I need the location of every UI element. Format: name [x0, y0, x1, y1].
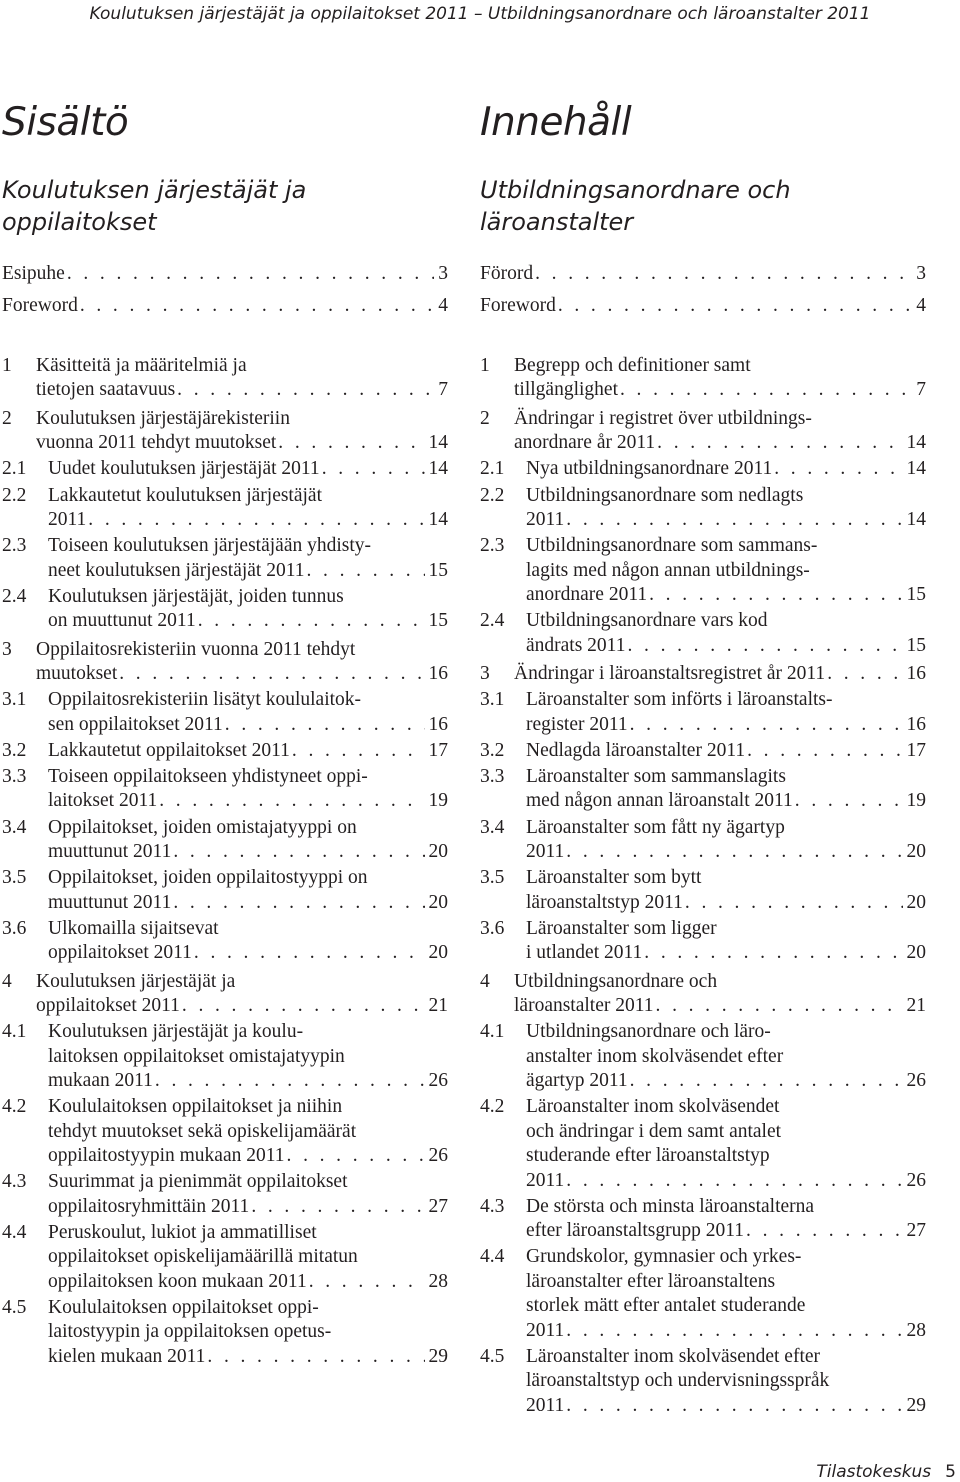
section-number: 3.5 [480, 867, 505, 889]
dot-leader [196, 609, 425, 633]
dot-leader [171, 891, 424, 915]
section-number: 3.4 [2, 816, 27, 838]
entry-text: Nya utbildningsanordnare 2011 [526, 458, 773, 480]
entry-text: Koulutuksen järjestäjät ja koulu- [48, 1021, 304, 1043]
dot-leader [793, 789, 903, 813]
entry-text: Utbildningsanordnare och läro- [526, 1021, 771, 1043]
entry-text: laitoksen oppilaitokset omistajatyypin [48, 1045, 345, 1067]
entry-text: efter läroanstaltsgrupp 2011 [526, 1220, 745, 1242]
entry-text: storlek mätt efter antalet studerande [526, 1295, 806, 1317]
toc-section[interactable] [2, 765, 448, 814]
entry-text: Läroanstalter inom skolväsendet efter [526, 1345, 821, 1367]
entry-label: Foreword [2, 295, 78, 317]
entry-text: Koulutuksen järjestäjät ja [36, 970, 236, 992]
entry-text: sen oppilaitokset 2011 [48, 713, 223, 735]
section-number: 2.1 [480, 458, 505, 480]
section-number: 4.3 [2, 1171, 27, 1193]
entry-text: 2011 [526, 1394, 565, 1416]
entry-text: Nedlagda läroanstalter 2011 [526, 739, 746, 761]
section-number: 1 [2, 355, 12, 376]
page-number: 28 [428, 1270, 448, 1292]
page-number: 19 [906, 790, 926, 812]
section-number: 3.1 [2, 689, 27, 711]
section-number: 4.5 [2, 1296, 27, 1318]
toc-column-swedish [480, 98, 926, 1420]
page-number: 29 [906, 1394, 926, 1416]
page-number: 16 [906, 663, 926, 685]
section-number: 4.3 [480, 1195, 505, 1217]
entry-text: anstalter inom skolväsendet efter [526, 1045, 784, 1067]
toc-section[interactable] [2, 484, 448, 533]
toc-column-finnish [2, 98, 448, 1371]
page-number: 15 [906, 634, 926, 656]
page-number: 15 [428, 610, 448, 632]
entry-text: Uudet koulutuksen järjestäjät 2011 [48, 458, 320, 480]
dot-leader [78, 294, 434, 318]
entry-text: Toiseen koulutuksen järjestäjään yhdisty- [48, 535, 372, 557]
page-number: 14 [428, 458, 448, 480]
toc-section[interactable] [480, 1245, 926, 1343]
entry-text: anordnare år 2011 [514, 432, 656, 454]
entry-text: Läroanstalter som införts i läroanstalts- [526, 689, 833, 711]
page-number: 16 [428, 663, 448, 685]
page-number: 20 [428, 841, 448, 863]
entry-text: kielen mukaan 2011 [48, 1345, 206, 1367]
entry-text: Läroanstalter som bytt [526, 867, 702, 889]
section-number: 3.3 [480, 766, 505, 788]
entry-text: Käsitteitä ja määritelmiä ja [36, 355, 247, 376]
entry-text: tehdyt muutokset sekä opiskelijamäärät [48, 1120, 357, 1142]
entry-text: Koulutuksen järjestäjät, joiden tunnus [48, 585, 344, 607]
page-number: 27 [906, 1220, 926, 1242]
entry-text: 2011 [526, 1169, 565, 1191]
entry-text: 2011 [526, 1319, 565, 1341]
entry-text: Lakkautetut koulutuksen järjestäjät [48, 484, 322, 506]
entry-text: muuttunut 2011 [48, 841, 172, 863]
section-number: 4.4 [480, 1246, 505, 1268]
page-footer [816, 1462, 956, 1482]
entry-text: Utbildningsanordnare vars kod [526, 610, 768, 632]
entry-text: Ulkomailla sijaitsevat [48, 917, 219, 939]
entry-text: läroanstaltstyp 2011 [526, 891, 683, 913]
dot-leader [180, 994, 425, 1018]
page-number: 17 [906, 739, 926, 761]
dot-leader [86, 508, 424, 532]
page-number: 3 [438, 263, 448, 284]
toc-chapter[interactable] [480, 354, 926, 403]
toc-section[interactable] [480, 1195, 926, 1244]
entry-text: muuttunut 2011 [48, 891, 172, 913]
page-number: 29 [428, 1345, 448, 1367]
toc-section[interactable] [480, 688, 926, 737]
entry-text: 2011 [526, 509, 565, 531]
section-number: 4.5 [480, 1345, 505, 1367]
entry-text: Toiseen oppilaitokseen yhdistyneet oppi- [48, 766, 368, 788]
dot-leader [249, 1195, 424, 1219]
entry-text: läroanstalter efter läroanstaltens [526, 1270, 776, 1292]
page-number: 15 [906, 584, 926, 606]
page-number: 7 [916, 379, 926, 401]
page-number: 20 [428, 891, 448, 913]
entry-text: och ändringar i dem samt antalet [526, 1120, 782, 1142]
section-number: 2.2 [2, 484, 27, 506]
page-number: 20 [906, 891, 926, 913]
section-number: 2.3 [480, 535, 505, 557]
entry-text: Oppilaitosrekisteriin vuonna 2011 tehdyt [36, 638, 356, 660]
toc-section[interactable] [2, 585, 448, 634]
entry-text: tietojen saatavuus [36, 379, 176, 401]
section-number: 4.2 [480, 1096, 505, 1118]
page-number: 16 [906, 713, 926, 735]
toc-section[interactable] [480, 1020, 926, 1093]
entry-text: studerande efter läroanstaltstyp [526, 1145, 770, 1167]
dot-leader [307, 1270, 425, 1294]
entry-text: vuonna 2011 tehdyt muutokset [36, 432, 277, 454]
toc-section[interactable] [2, 1221, 448, 1294]
section-number: 3.6 [480, 917, 505, 939]
toc-section[interactable] [2, 457, 448, 481]
section-number: 2.3 [2, 535, 27, 557]
page-number: 14 [906, 509, 926, 531]
entry-text: Lakkautetut oppilaitokset 2011 [48, 739, 290, 761]
section-number: 4.2 [2, 1096, 27, 1118]
toc-chapter[interactable] [480, 970, 926, 1019]
section-number: 1 [480, 355, 490, 376]
entry-text: Oppilaitosrekisteriin lisätyt koululaitok- [48, 689, 362, 711]
toc-section[interactable] [2, 1296, 448, 1369]
section-number: 2.1 [2, 458, 27, 480]
toc-section[interactable] [2, 816, 448, 865]
page-number: 14 [906, 458, 926, 480]
toc-section[interactable] [2, 1095, 448, 1168]
entry-text: Koululaitoksen oppilaitokset ja niihin [48, 1096, 343, 1118]
dot-leader [655, 431, 902, 455]
page-number: 3 [916, 263, 926, 284]
page-number: 21 [906, 995, 926, 1017]
dot-leader [654, 994, 903, 1018]
section-number: 3.1 [480, 689, 505, 711]
entry-label: Foreword [480, 295, 556, 317]
entry-text: neet koulutuksen järjestäjät 2011 [48, 559, 305, 581]
entry-text: De största och minsta läroanstalterna [526, 1195, 815, 1217]
toc-chapter[interactable] [2, 638, 448, 687]
page-number: 4 [438, 295, 448, 317]
dot-leader [65, 262, 434, 286]
running-header: Koulutuksen järjestäjät ja oppilaitokset 2011 – Utbildningsanordnare och läroanstalter 2011 [89, 4, 871, 24]
dot-leader [564, 1169, 902, 1193]
page-number: 27 [428, 1195, 448, 1217]
entry-text: Läroanstalter som ligger [526, 917, 717, 939]
dot-leader [117, 662, 424, 686]
section-number: 3 [2, 638, 12, 660]
dot-leader [223, 713, 425, 737]
entry-text: Ändringar i läroanstaltsregistret år 2011 [514, 663, 826, 685]
toc-section[interactable] [480, 457, 926, 481]
entry-text: anordnare 2011 [526, 584, 648, 606]
front-matter-entry[interactable] [480, 294, 926, 318]
entry-text: Koululaitoksen oppilaitokset oppi- [48, 1296, 319, 1318]
entry-text: mukaan 2011 [48, 1070, 153, 1092]
toc-section[interactable] [2, 1170, 448, 1219]
toc-section[interactable] [480, 866, 926, 915]
subtitle-line: Utbildningsanordnare och [480, 176, 791, 204]
toc-section[interactable] [480, 484, 926, 533]
section-number: 4.1 [2, 1021, 27, 1043]
toc-section[interactable] [480, 739, 926, 763]
dot-leader [192, 941, 425, 965]
dot-leader [772, 457, 902, 481]
entry-text: Grundskolor, gymnasier och yrkes- [526, 1246, 802, 1268]
section-number: 3.2 [480, 739, 505, 761]
page-number: 7 [438, 379, 448, 401]
section-number: 4 [480, 970, 490, 992]
dot-leader [628, 1069, 903, 1093]
section-number: 2 [480, 407, 490, 429]
dot-leader [642, 941, 902, 965]
dot-leader [628, 713, 903, 737]
page-number: 17 [428, 739, 448, 761]
entry-text: ägartyp 2011 [526, 1070, 628, 1092]
toc-subtitle [2, 174, 448, 262]
toc-chapter[interactable] [2, 970, 448, 1019]
dot-leader [564, 840, 902, 864]
toc-section[interactable] [2, 534, 448, 583]
dot-leader [276, 431, 424, 455]
entry-label: Förord [480, 263, 534, 284]
section-number: 3.2 [2, 739, 27, 761]
section-number: 3.6 [2, 917, 27, 939]
entry-text: Utbildningsanordnare och [514, 970, 718, 992]
dot-leader [533, 262, 912, 286]
toc-title: Innehåll [480, 100, 632, 145]
dot-leader [305, 559, 425, 583]
section-number: 4.1 [480, 1021, 505, 1043]
toc-section[interactable] [2, 739, 448, 763]
front-matter-list [2, 262, 448, 317]
page-number: 20 [906, 841, 926, 863]
dot-leader [175, 378, 434, 402]
toc-section[interactable] [2, 688, 448, 737]
section-number: 3 [480, 663, 490, 685]
toc-section[interactable] [480, 1345, 926, 1418]
entry-label: Esipuhe [2, 263, 65, 284]
section-number: 2.4 [480, 610, 505, 632]
dot-leader [171, 840, 424, 864]
page-number: 16 [428, 713, 448, 735]
page-number: 21 [428, 995, 448, 1017]
entry-text: register 2011 [526, 713, 628, 735]
page-number: 14 [428, 432, 448, 454]
dot-leader [625, 634, 902, 658]
toc-chapter[interactable] [2, 407, 448, 456]
entry-text: on muuttunut 2011 [48, 610, 196, 632]
entry-text: läroanstaltstyp och undervisningsspråk [526, 1370, 830, 1392]
entry-text: 2011 [526, 841, 565, 863]
section-number: 3.4 [480, 816, 505, 838]
subtitle-line: oppilaitokset [2, 208, 157, 236]
toc-section[interactable] [2, 917, 448, 966]
page-number: 20 [428, 942, 448, 964]
dot-leader [157, 789, 424, 813]
toc-section[interactable] [480, 609, 926, 658]
section-number: 3.5 [2, 867, 27, 889]
dot-leader [564, 1394, 902, 1418]
page-number: 26 [906, 1070, 926, 1092]
page-number: 26 [428, 1145, 448, 1167]
entry-text: Oppilaitokset, joiden omistajatyyppi on [48, 816, 357, 838]
dot-leader [744, 1219, 902, 1243]
entry-text: laitokset 2011 [48, 790, 158, 812]
entry-text: Läroanstalter som fått ny ägartyp [526, 816, 785, 838]
toc-section[interactable] [480, 917, 926, 966]
page-number: 15 [428, 559, 448, 581]
toc-section[interactable] [480, 1095, 926, 1193]
entry-text: Ändringar i registret över utbildnings- [514, 407, 812, 429]
toc-list [480, 354, 926, 1418]
entry-text: med någon annan läroanstalt 2011 [526, 790, 793, 812]
entry-text: läroanstalter 2011 [514, 995, 654, 1017]
dot-leader [683, 891, 903, 915]
subtitle-line: Koulutuksen järjestäjät ja [2, 176, 307, 204]
page-number: 14 [906, 432, 926, 454]
dot-leader [564, 1319, 902, 1343]
entry-text: 2011 [48, 509, 87, 531]
entry-text: tillgänglighet [514, 379, 618, 401]
entry-text: Koulutuksen järjestäjärekisteriin [36, 407, 290, 429]
page-number: 26 [906, 1169, 926, 1191]
front-matter-entry[interactable] [2, 262, 448, 286]
toc-section[interactable] [2, 1020, 448, 1093]
entry-text: oppilaitosryhmittäin 2011 [48, 1195, 250, 1217]
section-number: 3.3 [2, 766, 27, 788]
toc-section[interactable] [480, 765, 926, 814]
toc-chapter[interactable] [2, 354, 448, 403]
entry-text: oppilaitoksen koon mukaan 2011 [48, 1270, 307, 1292]
dot-leader [618, 378, 912, 402]
entry-text: Begrepp och definitioner samt [514, 355, 751, 376]
page-number: 4 [916, 295, 926, 317]
entry-text: laitostyypin ja oppilaitoksen opetus- [48, 1321, 332, 1343]
entry-text: Peruskoulut, lukiot ja ammatilliset [48, 1221, 317, 1243]
section-number: 2.2 [480, 484, 505, 506]
subtitle-line: läroanstalter [480, 208, 634, 236]
page-number: 28 [906, 1319, 926, 1341]
dot-leader [205, 1345, 424, 1369]
dot-leader [647, 583, 902, 607]
entry-text: Utbildningsanordnare som sammans- [526, 535, 818, 557]
dot-leader [290, 739, 425, 763]
front-matter-entry[interactable] [2, 294, 448, 318]
entry-text: muutokset [36, 663, 118, 685]
entry-text: Läroanstalter inom skolväsendet [526, 1096, 780, 1118]
dot-leader [153, 1069, 425, 1093]
toc-list [2, 354, 448, 1369]
toc-title: Sisältö [2, 100, 129, 145]
section-number: 4 [2, 970, 12, 992]
entry-text: Suurimmat ja pienimmät oppilaitokset [48, 1171, 348, 1193]
entry-text: oppilaitokset 2011 [48, 942, 192, 964]
dot-leader [825, 662, 902, 686]
section-number: 4.4 [2, 1221, 27, 1243]
page-number: 26 [428, 1070, 448, 1092]
toc-chapter[interactable] [480, 662, 926, 686]
entry-text: Oppilaitokset, joiden oppilaitostyyppi on [48, 867, 368, 889]
toc-subtitle [480, 174, 926, 262]
entry-text: ändrats 2011 [526, 634, 626, 656]
section-number: 2.4 [2, 585, 27, 607]
entry-text: Läroanstalter som sammanslagits [526, 766, 786, 788]
dot-leader [285, 1144, 425, 1168]
section-number: 2 [2, 407, 12, 429]
toc-section[interactable] [2, 866, 448, 915]
dot-leader [556, 294, 912, 318]
entry-text: lagits med någon annan utbildnings- [526, 559, 810, 581]
entry-text: oppilaitostyypin mukaan 2011 [48, 1145, 285, 1167]
toc-chapter[interactable] [480, 407, 926, 456]
page-number: 14 [428, 509, 448, 531]
toc-section[interactable] [480, 816, 926, 865]
page-number: 20 [906, 942, 926, 964]
entry-text: i utlandet 2011 [526, 942, 643, 964]
dot-leader [320, 457, 425, 481]
front-matter-entry[interactable] [480, 262, 926, 286]
front-matter-list [480, 262, 926, 317]
dot-leader [564, 508, 902, 532]
page-number: 19 [428, 790, 448, 812]
entry-text: oppilaitokset opiskelijamäärillä mitatun [48, 1246, 358, 1268]
entry-text: oppilaitokset 2011 [36, 995, 180, 1017]
footer-page-number: 5 [945, 1462, 956, 1482]
publisher-name: Tilastokeskus [816, 1462, 932, 1482]
entry-text: Utbildningsanordnare som nedlagts [526, 484, 804, 506]
dot-leader [745, 739, 902, 763]
toc-section[interactable] [480, 534, 926, 607]
